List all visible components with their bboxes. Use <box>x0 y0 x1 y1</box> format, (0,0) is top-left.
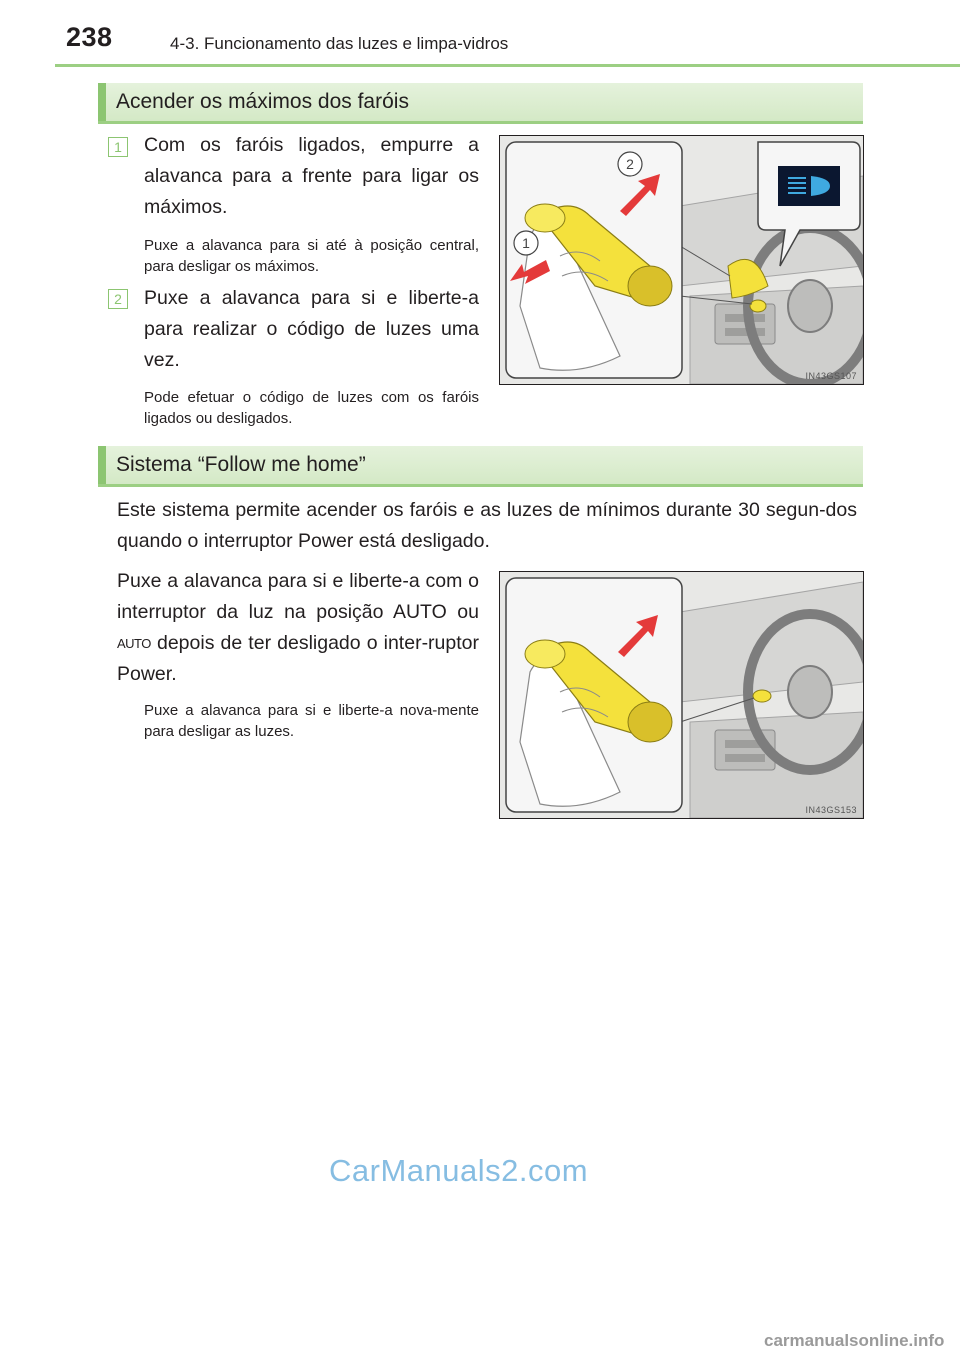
watermark-carmanualsonline: carmanualsonline.info <box>764 1331 945 1350</box>
watermark-carmanuals2: CarManuals2.com <box>329 1153 589 1188</box>
follow-me-home-intro: Este sistema permite acender os faróis e as luzes de mínimos durante 30 segun-dos quando o interruptor Power está desligado. <box>117 499 857 552</box>
figure-high-beam-lever <box>499 135 864 385</box>
instruction-part-1: Puxe a alavanca para si e liberte-a com o interruptor da luz na posição AUTO ou <box>117 570 479 623</box>
step-2-note: Pode efetuar o código de luzes com os faróis ligados ou desligados. <box>144 389 479 427</box>
step-number-1: 1 <box>108 137 128 157</box>
instruction-part-2: depois de ter desligado o inter-ruptor Power. <box>117 632 479 685</box>
section-title: Acender os máximos dos faróis <box>116 90 409 113</box>
figure-code: IN43GS153 <box>805 805 857 815</box>
follow-me-home-note: Puxe a alavanca para si e liberte-a nova-mente para desligar as luzes. <box>144 702 479 740</box>
figure-follow-me-home-lever <box>499 571 864 819</box>
step-2-text: Puxe a alavanca para si e liberte-a para realizar o código de luzes uma vez. <box>144 287 479 371</box>
step-number-2: 2 <box>108 289 128 309</box>
section-title: Sistema “Follow me home” <box>116 453 366 476</box>
lever-illustration <box>500 136 863 384</box>
callout-2: 2 <box>626 156 634 172</box>
page-number: 238 <box>66 22 113 52</box>
figure-code: IN43GS107 <box>805 371 857 381</box>
step-1-note: Puxe a alavanca para si até à posição central, para desligar os máximos. <box>144 237 479 275</box>
lever-illustration <box>500 572 863 818</box>
follow-me-home-instruction <box>117 566 479 690</box>
step-1-text: Com os faróis ligados, empurre a alavanca para a frente para ligar os máximos. <box>144 134 479 218</box>
header-rule <box>55 64 960 67</box>
section-header-high-beams <box>98 83 863 124</box>
running-head: 4-3. Funcionamento das luzes e limpa-vidros <box>170 34 509 53</box>
section-accent <box>98 446 106 484</box>
callout-1: 1 <box>522 235 530 251</box>
section-accent <box>98 83 106 121</box>
auto-symbol-icon: AUTO <box>117 636 151 651</box>
section-header-follow-me-home <box>98 446 863 487</box>
